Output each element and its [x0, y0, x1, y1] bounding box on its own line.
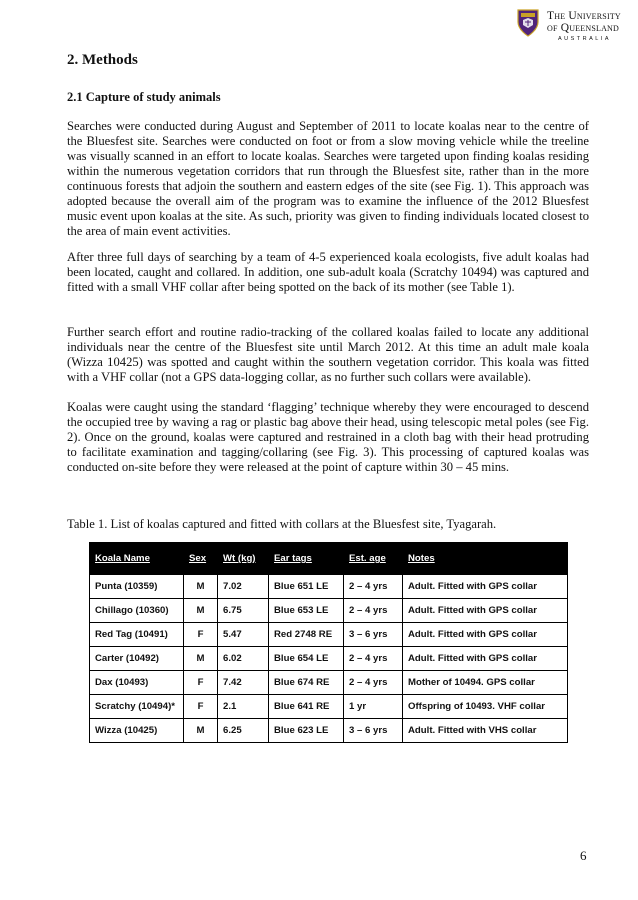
section-title: 2. Methods: [67, 52, 138, 68]
cell-weight: 7.02: [218, 575, 269, 599]
logo-line-2: of Queensland: [547, 22, 620, 34]
koala-table: [89, 542, 568, 743]
cell-koala-name: Red Tag (10491): [90, 623, 184, 647]
paragraph-capture-results: After three full days of searching by a team of 4-5 experienced koala ecologists, five adult koalas had been located, caught and collared. In addition, one sub-adult koala (Scratchy 10494) was captured and fitted with a small VHF collar after being spotted on the back of its mother (see Table 1).: [67, 250, 589, 294]
table-row: [90, 575, 568, 599]
cell-weight: 2.1: [218, 695, 269, 719]
university-crest-icon: [516, 8, 540, 38]
paragraph-capture-technique: Koalas were caught using the standard ‘flagging’ technique whereby they were encouraged to descend the occupied tree by waving a rag or plastic bag above their head, using telescopic metal poles (see Fig. 2). Once on the ground, koalas were captured and restrained in a cloth bag with their head protruding to facilitate examination and tagging/collaring (see Fig. 3). This processing of captured koalas was conducted on-site before they were released at the point of capture within 30 – 45 mins.: [67, 400, 589, 474]
cell-ear-tags: Blue 641 RE: [269, 695, 344, 719]
cell-notes: Adult. Fitted with GPS collar: [403, 647, 568, 671]
cell-est-age: 2 – 4 yrs: [344, 599, 403, 623]
page-number: 6: [580, 848, 587, 863]
cell-weight: 7.42: [218, 671, 269, 695]
cell-koala-name: Punta (10359): [90, 575, 184, 599]
cell-sex: M: [184, 719, 218, 743]
cell-sex: F: [184, 695, 218, 719]
cell-koala-name: Carter (10492): [90, 647, 184, 671]
cell-weight: 6.75: [218, 599, 269, 623]
cell-koala-name: Scratchy (10494)*: [90, 695, 184, 719]
subsection-title: 2.1 Capture of study animals: [67, 90, 221, 104]
cell-ear-tags: Blue 674 RE: [269, 671, 344, 695]
header-weight: Wt (kg): [218, 543, 269, 575]
table-row: [90, 647, 568, 671]
cell-sex: F: [184, 623, 218, 647]
cell-ear-tags: Red 2748 RE: [269, 623, 344, 647]
cell-sex: M: [184, 575, 218, 599]
cell-est-age: 2 – 4 yrs: [344, 647, 403, 671]
cell-sex: M: [184, 647, 218, 671]
cell-sex: M: [184, 599, 218, 623]
cell-ear-tags: Blue 653 LE: [269, 599, 344, 623]
header-est-age: Est. age: [344, 543, 403, 575]
cell-notes: Offspring of 10493. VHF collar: [403, 695, 568, 719]
cell-koala-name: Wizza (10425): [90, 719, 184, 743]
cell-ear-tags: Blue 623 LE: [269, 719, 344, 743]
cell-est-age: 3 – 6 yrs: [344, 623, 403, 647]
cell-notes: Adult. Fitted with GPS collar: [403, 623, 568, 647]
paragraph-searches: Searches were conducted during August and September of 2011 to locate koalas near to the centre of the Bluesfest site. Searches were conducted on foot or from a slow moving vehicle while the treeline was visually scanned in an effort to locate koalas. Searches were targeted upon finding koalas residing within the numerous vegetation corridors that run through the Bluesfest site, rather than in the more continuous forests that adjoin the southern and eastern edges of the site (see Fig. 1). This approach was adopted because the overall aim of the program was to examine the influence of the 2012 Bluesfest music event upon koalas at the site. As such, priority was given to finding individuals located closest to the area of main event activities.: [67, 119, 589, 238]
header-ear-tags: Ear tags: [269, 543, 344, 575]
table-header-row: [90, 543, 568, 575]
cell-notes: Mother of 10494. GPS collar: [403, 671, 568, 695]
cell-ear-tags: Blue 651 LE: [269, 575, 344, 599]
cell-est-age: 1 yr: [344, 695, 403, 719]
cell-est-age: 3 – 6 yrs: [344, 719, 403, 743]
cell-sex: F: [184, 671, 218, 695]
university-logo: [516, 8, 634, 44]
table-row: [90, 671, 568, 695]
cell-notes: Adult. Fitted with GPS collar: [403, 599, 568, 623]
logo-line-1: The University: [547, 10, 621, 22]
cell-weight: 6.25: [218, 719, 269, 743]
cell-est-age: 2 – 4 yrs: [344, 671, 403, 695]
header-koala-name: Koala Name: [90, 543, 184, 575]
table-row: [90, 623, 568, 647]
table-row: [90, 599, 568, 623]
header-notes: Notes: [403, 543, 568, 575]
cell-notes: Adult. Fitted with GPS collar: [403, 575, 568, 599]
cell-weight: 5.47: [218, 623, 269, 647]
cell-ear-tags: Blue 654 LE: [269, 647, 344, 671]
cell-koala-name: Dax (10493): [90, 671, 184, 695]
cell-koala-name: Chillago (10360): [90, 599, 184, 623]
cell-est-age: 2 – 4 yrs: [344, 575, 403, 599]
table-row: [90, 719, 568, 743]
paragraph-further-search: Further search effort and routine radio-tracking of the collared koalas failed to locate any additional individuals near the centre of the Bluesfest site until March 2012. At this time an adult male koala (Wizza 10425) was spotted and caught within the southern vegetation corridor. This koala was fitted with a VHF collar (not a GPS data-logging collar, as no further such collars were available).: [67, 325, 589, 384]
table-row: [90, 695, 568, 719]
cell-notes: Adult. Fitted with VHS collar: [403, 719, 568, 743]
cell-weight: 6.02: [218, 647, 269, 671]
table-caption: Table 1. List of koalas captured and fitted with collars at the Bluesfest site, Tyagarah.: [67, 517, 497, 531]
logo-line-3: AUSTRALIA: [558, 36, 612, 42]
header-sex: Sex: [184, 543, 218, 575]
